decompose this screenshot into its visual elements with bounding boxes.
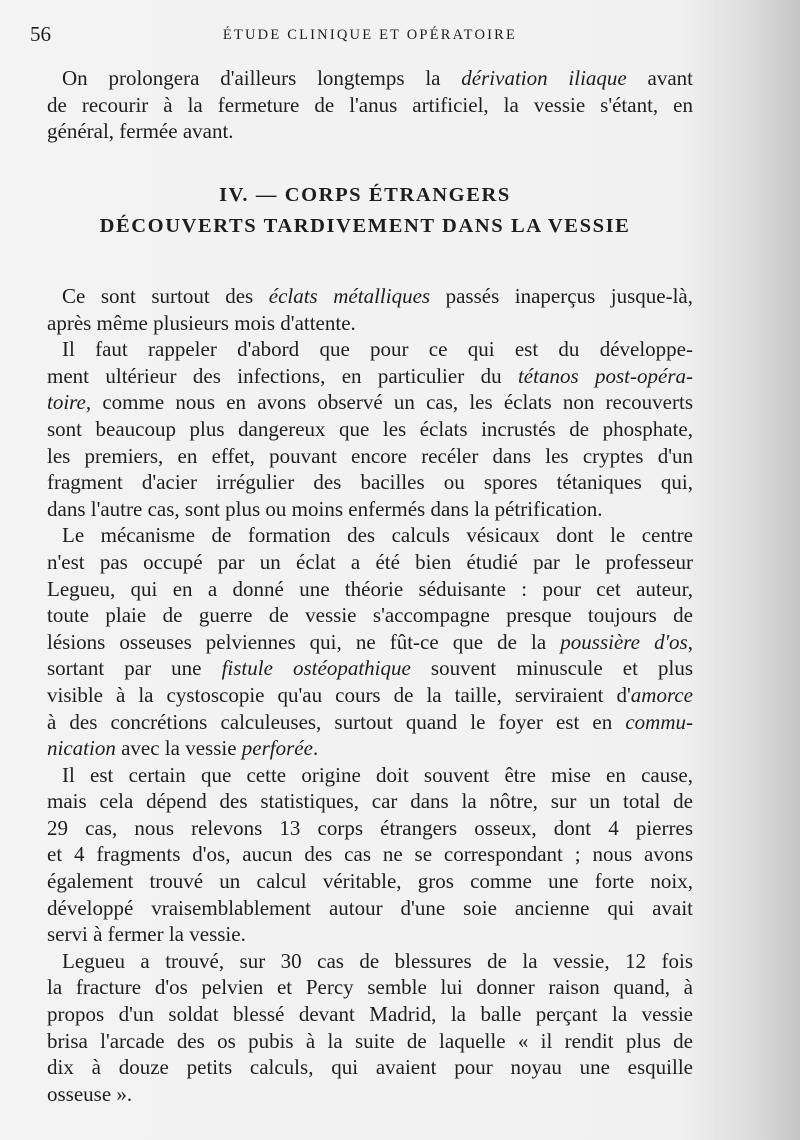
text-line	[47, 709, 693, 736]
text-segment: n'est pas occupé par un éclat a été bien étudié par le professeur	[47, 549, 693, 574]
text-line	[47, 788, 693, 815]
body-text	[47, 283, 693, 1107]
section-heading-line2: DÉCOUVERTS TARDIVEMENT DANS LA VESSIE	[99, 215, 631, 237]
text-line	[47, 1028, 693, 1055]
text-segment: On prolongera d'ailleurs longtemps la	[62, 66, 462, 90]
text-segment: visible à la cystoscopie qu'au cours de la taille, serviraient d'	[47, 682, 631, 707]
text-line	[47, 841, 693, 868]
text-line	[47, 629, 693, 656]
text-line	[47, 974, 693, 1001]
text-line	[47, 496, 693, 523]
text-segment: développé vraisemblablement autour d'une soie ancienne qui avait	[47, 895, 693, 920]
text-segment: Ce sont surtout des	[62, 284, 269, 308]
text-segment: et 4 fragments d'os, aucun des cas ne se correspondant ; nous avons	[47, 842, 693, 867]
page-number: 56	[30, 22, 51, 46]
text-line	[47, 948, 693, 975]
text-segment: souvent minuscule et plus	[410, 656, 694, 681]
text-segment: à des concrétions calculeuses, surtout quand le foyer est en	[47, 709, 626, 734]
text-segment: dix à douze petits calculs, qui avaient pour noyau une esquille	[47, 1055, 693, 1080]
text-line	[47, 895, 693, 922]
text-line	[47, 363, 693, 390]
text-segment: brisa l'arcade des os pubis à la suite de laquelle « il rendit plus de	[47, 1028, 693, 1053]
text-line	[47, 1054, 693, 1081]
text-line	[47, 389, 693, 416]
text-segment: osseuse ».	[47, 1081, 133, 1106]
text-line	[47, 1001, 693, 1028]
italic-text: poussière d'os	[560, 629, 688, 654]
text-line	[47, 762, 693, 789]
intro-paragraph	[47, 65, 693, 145]
italic-text: toire	[47, 390, 86, 415]
italic-text: tétanos post-opéra-	[517, 363, 693, 388]
text-line	[47, 92, 693, 119]
text-line	[47, 602, 693, 629]
text-segment: , comme nous en avons observé un cas, les éclats non recouverts	[85, 390, 693, 415]
text-segment: Le mécanisme de formation des calculs vésicaux dont le centre	[62, 523, 693, 548]
italic-text: éclats métalliques	[268, 284, 431, 308]
text-line	[47, 522, 693, 549]
italic-text: amorce	[630, 682, 693, 707]
text-segment: Legueu a trouvé, sur 30 cas de blessures de la vessie, 12 fois	[62, 948, 693, 973]
text-line	[47, 336, 693, 363]
text-segment: dans l'autre cas, sont plus ou moins enfermés dans la pétrification.	[47, 496, 603, 521]
text-segment: avec la vessie	[115, 736, 242, 761]
text-line	[47, 655, 693, 682]
text-line	[47, 921, 693, 948]
text-segment: Il faut rappeler d'abord que pour ce qui est du développe-	[62, 337, 693, 362]
text-line	[47, 443, 693, 470]
text-segment: servi à fermer la vessie.	[47, 922, 246, 947]
text-segment: général, fermée avant.	[47, 119, 234, 144]
text-line	[47, 549, 693, 576]
text-segment: Il est certain que cette origine doit souvent être mise en cause,	[62, 762, 693, 787]
section-heading-line1: IV. — CORPS ÉTRANGERS	[219, 184, 511, 206]
text-segment: 29 cas, nous relevons 13 corps étrangers osseux, dont 4 pierres	[47, 815, 693, 840]
text-segment: ,	[687, 629, 693, 654]
italic-text: commu-	[625, 709, 693, 734]
text-line	[47, 283, 693, 310]
text-line	[47, 469, 693, 496]
text-line	[47, 682, 693, 709]
text-segment: avant	[626, 66, 693, 90]
text-line	[47, 815, 693, 842]
italic-text: perforée	[241, 736, 313, 761]
text-line	[47, 416, 693, 443]
text-segment: passés inaperçus jusque-là,	[430, 284, 693, 308]
text-line	[47, 868, 693, 895]
text-line	[47, 310, 693, 337]
text-segment: après même plusieurs mois d'attente.	[47, 310, 356, 335]
text-segment: toute plaie de guerre de vessie s'accompagne presque toujours de	[47, 603, 693, 628]
text-segment: de recourir à la fermeture de l'anus artificiel, la vessie s'étant, en	[47, 92, 693, 117]
italic-text: dérivation iliaque	[461, 66, 627, 90]
text-segment: la fracture d'os pelvien et Percy semble lui donner raison quand, à	[47, 975, 693, 1000]
text-line	[47, 735, 693, 762]
running-title: ÉTUDE CLINIQUE ET OPÉRATOIRE	[222, 27, 518, 43]
text-segment: propos d'un soldat blessé devant Madrid, la balle perçant la vessie	[47, 1002, 693, 1027]
text-segment: ment ultérieur des infections, en particulier du	[47, 363, 518, 388]
italic-text: fistule ostéopathique	[221, 656, 411, 681]
text-segment: les premiers, en effet, pouvant encore recéler dans les cryptes d'un	[47, 443, 693, 468]
text-segment: également trouvé un calcul véritable, gros comme une forte noix,	[47, 869, 693, 894]
text-segment: sont beaucoup plus dangereux que les éclats incrustés de phosphate,	[47, 416, 693, 441]
text-segment: .	[312, 736, 319, 761]
text-segment: fragment d'acier irrégulier des bacilles ou spores tétaniques qui,	[47, 470, 693, 495]
text-line	[47, 1081, 693, 1108]
text-line	[47, 118, 693, 145]
italic-text: nication	[47, 736, 116, 761]
text-line	[47, 65, 693, 92]
text-line	[47, 576, 693, 603]
text-segment: Legueu, qui en a donné une théorie séduisante : pour cet auteur,	[47, 576, 693, 601]
text-segment: lésions osseuses pelviennes qui, ne fût-ce que de la	[47, 629, 561, 654]
text-segment: mais cela dépend des statistiques, car dans la nôtre, sur un total de	[47, 789, 693, 814]
text-segment: sortant par une	[47, 656, 222, 681]
